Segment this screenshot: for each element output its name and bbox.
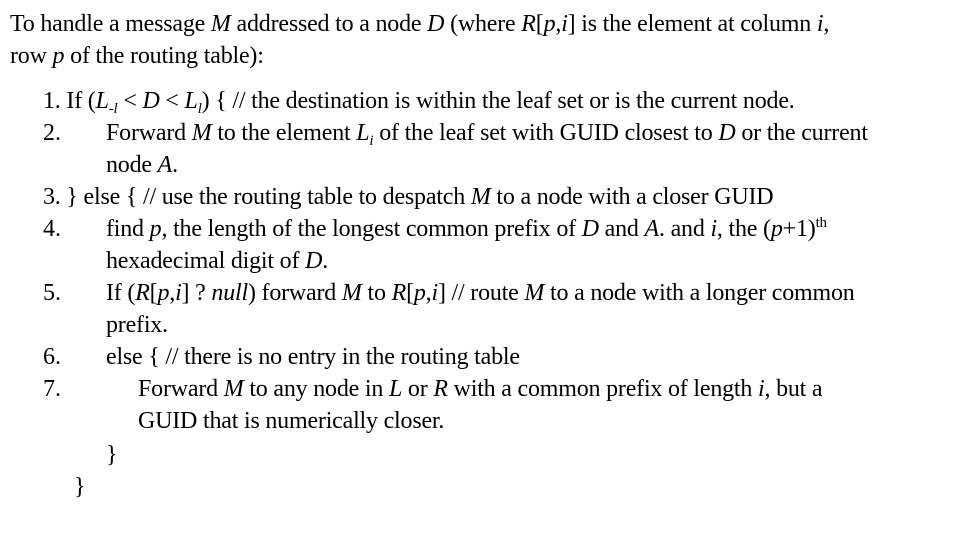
step-number: 6. [43, 344, 61, 370]
step-text: [ [406, 280, 414, 306]
step-number: 1. [43, 88, 61, 114]
step-4 [106, 214, 827, 244]
step-text: . [322, 248, 329, 274]
step-2-continued [106, 150, 178, 180]
step-text: < [117, 88, 143, 114]
var-D: D [427, 11, 445, 37]
intro-text: To handle a message [10, 11, 211, 37]
var-D: D [305, 248, 323, 274]
step-text: the length of the longest common prefix of [167, 216, 582, 242]
var-p: p, [149, 216, 168, 242]
var-M: M [470, 184, 491, 210]
step-text: . and [658, 216, 711, 242]
step-6: else { // there is no entry in the routing table [106, 344, 520, 370]
var-i: i [758, 376, 765, 402]
superscript: th [815, 215, 827, 231]
var-R: R [135, 280, 150, 306]
var-p: p [52, 43, 65, 69]
step-text: ] // route [437, 280, 525, 306]
step-text: +1) [782, 216, 816, 242]
var-A: A [157, 152, 173, 178]
var-M: M [210, 11, 231, 37]
var-L: L [95, 88, 109, 114]
step-number: 7. [43, 376, 61, 402]
step-text: node [106, 152, 158, 178]
step-text: find [106, 216, 150, 242]
var-i: i [710, 216, 717, 242]
subscript: i [369, 133, 374, 149]
subscript: -l [108, 101, 118, 117]
step-text: , [169, 280, 176, 306]
step-text: to any node in [243, 376, 389, 402]
intro-text: addressed to a node [230, 11, 428, 37]
step-7 [138, 374, 822, 404]
intro-text: row [10, 43, 53, 69]
step-text: < [159, 88, 185, 114]
step-text: or the current [735, 120, 868, 146]
intro-line-1 [10, 9, 829, 39]
step-text: ] ? [181, 280, 212, 306]
step-text: to a node with a closer GUID [490, 184, 774, 210]
var-i: i [816, 11, 824, 37]
step-text: . [172, 152, 178, 178]
var-R: R [433, 376, 448, 402]
step-text: ) forward [247, 280, 342, 306]
step-text: to the element [211, 120, 357, 146]
closing-brace-outer: } [74, 474, 86, 500]
var-L: L [388, 376, 403, 402]
step-text: , [425, 280, 432, 306]
intro-text: of the routing table): [64, 43, 264, 69]
subscript: l [197, 101, 202, 117]
step-number: 3. [43, 184, 61, 210]
step-text: Forward [138, 376, 224, 402]
var-D: D [718, 120, 736, 146]
step-4-continued [106, 246, 328, 276]
step-number: 4. [43, 216, 61, 242]
step-text: to a node with a longer common [544, 280, 855, 306]
var-null: null [211, 280, 248, 306]
intro-text: , [555, 11, 562, 37]
step-text: of the leaf set with GUID closest to [373, 120, 719, 146]
var-p: p [413, 280, 426, 306]
intro-line-2 [10, 41, 264, 71]
step-5 [106, 278, 855, 308]
step-text: with a common prefix of length [447, 376, 758, 402]
step-3 [43, 182, 773, 212]
closing-brace-inner: } [106, 442, 118, 468]
var-p: p [543, 11, 556, 37]
step-1 [43, 86, 795, 116]
step-text: If ( [66, 88, 96, 114]
var-R: R [521, 11, 536, 37]
intro-text: [ [535, 11, 544, 37]
var-L: L [184, 88, 198, 114]
step-5-continued: prefix. [106, 312, 168, 338]
var-M: M [191, 120, 212, 146]
var-M: M [524, 280, 545, 306]
step-number: 5. [43, 280, 61, 306]
var-A: A [644, 216, 659, 242]
intro-text: (where [444, 11, 522, 37]
step-text: [ [149, 280, 158, 306]
step-text: or [402, 376, 434, 402]
var-M: M [341, 280, 362, 306]
var-D: D [581, 216, 599, 242]
step-text: Forward [106, 120, 192, 146]
var-M: M [223, 376, 244, 402]
intro-text: ] is the element at column [567, 11, 817, 37]
step-7-continued: GUID that is numerically closer. [138, 408, 445, 434]
step-text: and [598, 216, 645, 242]
step-text: , the ( [716, 216, 771, 242]
step-2 [106, 118, 868, 148]
var-R: R [391, 280, 407, 306]
step-text: } else { // use the routing table to despatch [66, 184, 471, 210]
step-text: ) { // the destination is within the leaf set or is the current node. [201, 88, 795, 114]
step-number: 2. [43, 120, 61, 146]
var-i: i [431, 280, 438, 306]
var-p: p [770, 216, 783, 242]
step-text: If ( [106, 280, 136, 306]
var-p: p [157, 280, 170, 306]
var-L: L [356, 120, 370, 146]
step-text: hexadecimal digit of [106, 248, 306, 274]
var-D: D [142, 88, 160, 114]
var-i: i [175, 280, 182, 306]
intro-text: , [823, 11, 830, 37]
var-i: i [561, 11, 568, 37]
step-text: to [361, 280, 392, 306]
step-text: , but a [764, 376, 823, 402]
